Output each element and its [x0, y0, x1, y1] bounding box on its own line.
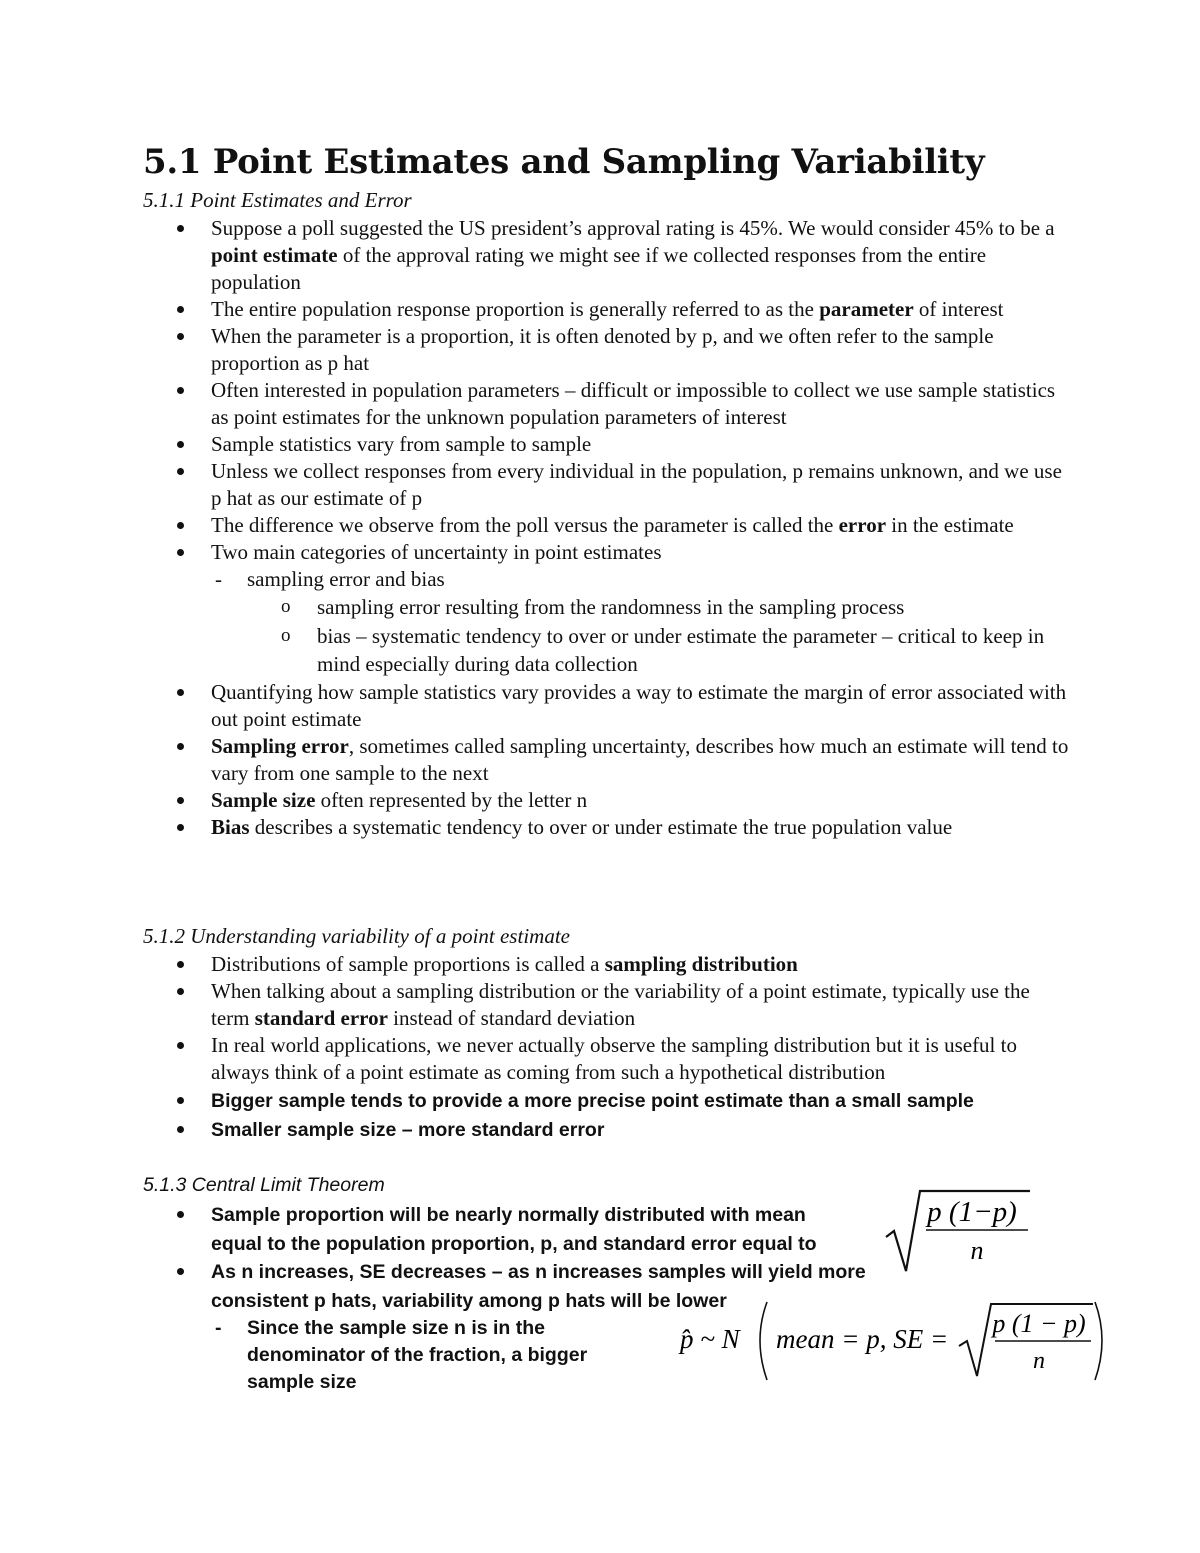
list-item: When talking about a sampling distribution or the variability of a point estimate, typically use the term standard error instead of standard deviation [171, 978, 1071, 1032]
list-item: Sample size often represented by the letter n [171, 787, 1071, 814]
list-item: Smaller sample size – more standard error [171, 1116, 1071, 1145]
fraction-numerator: p (1 − p) [992, 1309, 1086, 1338]
standard-error-formula [880, 1185, 1040, 1275]
list-item: As n increases, SE decreases – as n increases samples will yield more consistent p hats, variability among p hats will be lower - Since the sample size n is in the denominator of the fraction, a bigger sample size [171, 1258, 871, 1396]
fraction-numerator: p (1−p) [927, 1196, 1017, 1228]
section-heading-5-1-2: 5.1.2 Understanding variability of a point estimate [143, 924, 570, 948]
formula-middle: mean = p, SE = [776, 1324, 949, 1354]
sub-list [211, 566, 1071, 679]
list-item: The entire population response proportion is generally referred to as the parameter of interest [171, 296, 1071, 323]
list-item: Sampling error, sometimes called sampling uncertainty, describes how much an estimate will tend to vary from one sample to the next [171, 733, 1071, 787]
sub-sub-list-item: o sampling error resulting from the randomness in the sampling process [281, 593, 1071, 622]
bullet-list-5-1-2 [171, 951, 1071, 1086]
fraction-denominator: n [970, 1236, 984, 1265]
list-item: The difference we observe from the poll versus the parameter is called the error in the estimate [171, 512, 1071, 539]
list-item: Distributions of sample proportions is called a sampling distribution [171, 951, 1071, 978]
section-heading-5-1-3: 5.1.3 Central Limit Theorem [143, 1174, 385, 1196]
sub-list-item: - sampling error and bias o sampling error resulting from the randomness in the sampling process o bias – systematic tendency to over or under estimate the parameter – critical to keep in mind especially during data collection [211, 566, 1071, 679]
sub-sub-list [247, 593, 1071, 679]
page-title: 5.1 Point Estimates and Sampling Variability [143, 142, 985, 182]
list-item: Unless we collect responses from every individual in the population, p remains unknown, and we use p hat as our estimate of p [171, 458, 1071, 512]
list-item: Quantifying how sample statistics vary provides a way to estimate the margin of error associated with out point estimate [171, 679, 1071, 733]
list-item: In real world applications, we never actually observe the sampling distribution but it is useful to always think of a point estimate as coming from such a hypothetical distribution [171, 1032, 1071, 1086]
list-item: Bigger sample tends to provide a more precise point estimate than a small sample [171, 1087, 1071, 1116]
list-item: Suppose a poll suggested the US president’s approval rating is 45%. We would consider 45% to be a point estimate of the approval rating we might see if we collected responses from the entire population [171, 215, 1071, 296]
sub-sub-list-item: o bias – systematic tendency to over or under estimate the parameter – critical to keep in mind especially during data collection [281, 622, 1071, 679]
sub-list-item: - Since the sample size n is in the denominator of the fraction, a bigger sample size [211, 1315, 631, 1396]
sampling-distribution-formula [675, 1296, 1115, 1386]
bold-bullet-list-5-1-2 [171, 1087, 1071, 1144]
list-item: When the parameter is a proportion, it is often denoted by p, and we often refer to the sample proportion as p hat [171, 323, 1071, 377]
formula-lhs: p̂ ~ N [680, 1324, 740, 1354]
list-item: Bias describes a systematic tendency to over or under estimate the true population value [171, 814, 1071, 841]
section-heading-5-1-1: 5.1.1 Point Estimates and Error [143, 188, 412, 212]
bullet-list-5-1-1 [171, 215, 1071, 841]
left-paren [760, 1302, 767, 1380]
list-item: Sample proportion will be nearly normally distributed with mean equal to the population proportion, p, and standard error equal to [171, 1201, 851, 1258]
right-paren [1095, 1302, 1102, 1380]
list-item: Sample statistics vary from sample to sample [171, 431, 1071, 458]
list-item: Two main categories of uncertainty in point estimates - sampling error and bias o sampling error resulting from the randomness in the sampling process o bias – systematic tendency to over or under estimate the parameter – critical to keep in mind especially during data collection [171, 539, 1071, 679]
list-item: Often interested in population parameters – difficult or impossible to collect we use sample statistics as point estimates for the unknown population parameters of interest [171, 377, 1071, 431]
fraction-denominator: n [1033, 1348, 1045, 1374]
sub-list [211, 1315, 631, 1396]
